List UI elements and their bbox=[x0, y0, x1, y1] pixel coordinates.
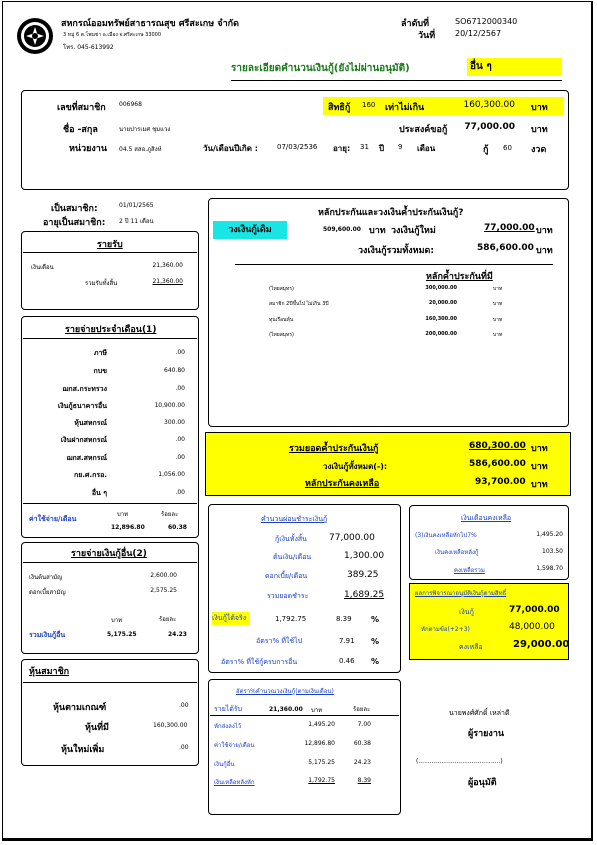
ratio-row-label: เงินกู้อื่น bbox=[214, 761, 235, 768]
balance-title: เงินเดือนคงเหลือ bbox=[461, 514, 512, 522]
expense-total-percent: 60.38 bbox=[168, 524, 187, 531]
cooperative-logo-icon bbox=[15, 16, 55, 56]
approval-title: ผลการพิจารณาอนุมัติเงินกู้ตามสิทธิ์ bbox=[415, 590, 507, 597]
other-total-label: รวมเงินกู้อื่น bbox=[29, 631, 66, 639]
ratio-row-value: 1,495.20 bbox=[308, 721, 335, 728]
ratio-row-percent: 24.23 bbox=[353, 759, 371, 766]
not-exceed-label: เท่าไม่เกิน bbox=[385, 103, 425, 113]
total-loans-label: วงเงินกู้ทั้งหมด(-): bbox=[323, 462, 388, 471]
ratio-row-label: ค่าใช้จ่าย/เดือน bbox=[214, 742, 255, 749]
ratio-baht-col: บาท bbox=[311, 707, 323, 714]
total-limit-label: วงเงินกู้รวมทั้งหมด: bbox=[358, 246, 434, 256]
membership-duration-value: 2 ปี 11 เดือน bbox=[119, 218, 154, 225]
collateral-item-unit: บาท bbox=[493, 332, 503, 338]
approval-deduct-value: 48,000.00 bbox=[509, 622, 555, 632]
org-phone: โทร. 045-613992 bbox=[63, 44, 114, 51]
monthly-expenses-title: รายจ่ายประจำเดือน(1) bbox=[65, 325, 157, 335]
ratio-row-value: 1,792.75 bbox=[308, 777, 335, 784]
salary-value: 21,360.00 bbox=[152, 262, 183, 269]
calc-actual-pct: % bbox=[371, 615, 380, 624]
shares-have-label: หุ้นที่มี bbox=[85, 723, 109, 733]
member-id-label: เลขที่สมาชิก bbox=[57, 103, 106, 113]
ratio-income-value: 21,360.00 bbox=[269, 706, 303, 713]
calc-interest-value: 389.25 bbox=[347, 570, 379, 580]
other-loans-divider bbox=[23, 562, 197, 563]
expense-item-label: กย.ศ.กรอ. bbox=[74, 471, 107, 479]
calc-total-label: กู้เงินทั้งสิ้น bbox=[275, 535, 307, 543]
calc-interest-label: ดอกเบี้ย/เดือน bbox=[265, 572, 308, 580]
ratio-row-percent: 8.39 bbox=[357, 777, 371, 784]
member-unit-label: หน่วยงาน bbox=[69, 144, 108, 154]
approval-deduct-label: หักตามข้อ(+2+3) bbox=[421, 626, 470, 633]
age-months: 9 bbox=[398, 143, 403, 151]
ratio-income-label: รายได้รับ bbox=[214, 705, 243, 713]
calc-ratio2-value: 0.46 bbox=[339, 657, 355, 665]
wish-label: ประสงค์ขอกู้ bbox=[399, 125, 448, 135]
right-label: สิทธิกู้ bbox=[328, 103, 351, 113]
new-limit-label: วงเงินกู้ใหม่ bbox=[391, 226, 436, 236]
loan-label: กู้ bbox=[483, 145, 489, 155]
calc-total-value: 77,000.00 bbox=[329, 533, 375, 543]
calc-ratio2-label: อัตรา% ที่ใช้กู้ครบการอื่น bbox=[221, 658, 298, 666]
ratio-row-value: 12,896.80 bbox=[304, 740, 335, 747]
approval-remain-value: 29,000.00 bbox=[513, 639, 570, 650]
member-name-value: นายปารเมศ ชุมแวง bbox=[119, 126, 171, 133]
collateral-title: หลักค้ำประกันที่มี bbox=[426, 272, 493, 282]
shares-have-value: 160,300.00 bbox=[153, 722, 188, 729]
salary-label: เงินเดือน bbox=[31, 264, 54, 271]
org-name: สหกรณ์ออมทรัพย์สาธารณสุข ศรีสะเกษ จำกัด bbox=[61, 19, 239, 29]
old-limit-label: วงเงินกู้เดิม bbox=[213, 221, 287, 239]
total-loans-value: 586,600.00 bbox=[469, 459, 526, 469]
balance-r1-value: 1,495.20 bbox=[536, 531, 563, 538]
expense-total-divider bbox=[23, 503, 197, 504]
collateral-item-unit: บาท bbox=[493, 301, 503, 307]
income-title: รายรับ bbox=[97, 240, 123, 250]
balance-r2-label: เงินคงเหลือหลังกู้ bbox=[435, 549, 479, 556]
remaining-value: 93,700.00 bbox=[475, 477, 526, 487]
expense-item-label: หุ้นสหกรณ์ bbox=[74, 419, 107, 427]
months-label: เดือน bbox=[417, 144, 436, 153]
calc-actual-label: เงินกู้ได้จริง bbox=[212, 612, 250, 625]
interest-value: 2,575.25 bbox=[150, 587, 177, 594]
birth-value: 07/03/2536 bbox=[277, 143, 318, 151]
loan-right-highlight bbox=[323, 97, 564, 115]
expense-item-value: 1,056.00 bbox=[158, 471, 185, 478]
balance-r3-label: คงเหลือรวม bbox=[454, 567, 485, 574]
expense-item-label: เงินกู้ธนาคารอื่น bbox=[57, 402, 107, 410]
seq-value: SO6712000340 bbox=[455, 17, 518, 26]
member-id-value: 006968 bbox=[119, 101, 142, 108]
calc-principal-value: 1,300.00 bbox=[344, 551, 385, 561]
installment-unit: งวด bbox=[531, 145, 547, 155]
installments: 60 bbox=[503, 144, 512, 152]
collateral-item-label: สมาชิก 2ปีขึ้นไป ไม่เกิน 3ปี bbox=[269, 301, 329, 307]
member-unit-value: 04.5 สสอ.ภูสิงห์ bbox=[119, 146, 162, 153]
expense-item-value: .00 bbox=[175, 489, 185, 496]
remaining-label: หลักประกันคงเหลือ bbox=[305, 479, 380, 489]
principal-value: 2,600.00 bbox=[150, 572, 177, 579]
ratio-row-label: หักส่งลงไว้ bbox=[214, 723, 242, 730]
total-loans-baht: บาท bbox=[531, 462, 548, 472]
expense-percent-col: ร้อยละ bbox=[161, 511, 179, 518]
old-limit-baht: บาท bbox=[369, 226, 386, 236]
calc-ratio-value: 7.91 bbox=[339, 637, 355, 645]
approver-blank: (...........................................) bbox=[416, 758, 503, 765]
ratio-row-value: 5,175.25 bbox=[308, 759, 335, 766]
monthly-expenses-divider bbox=[23, 338, 197, 339]
calc-payment-label: รวมยอดชำระ bbox=[267, 592, 309, 600]
calculation-box bbox=[208, 504, 401, 673]
expense-item-label: ฌกส.กระทรวง bbox=[62, 385, 107, 393]
expense-item-value: .00 bbox=[175, 454, 185, 461]
ratio-divider bbox=[210, 715, 399, 716]
total-limit-baht: บาท bbox=[536, 246, 553, 256]
approval-loan-label: เงินกู้ bbox=[459, 608, 474, 616]
calc-ratio-pct: % bbox=[371, 637, 380, 646]
ratio-row-percent: 60.38 bbox=[353, 740, 371, 747]
title-underline bbox=[231, 80, 562, 81]
right-amount: 160,300.00 bbox=[463, 100, 515, 110]
expense-item-value: .00 bbox=[175, 385, 185, 392]
remaining-baht: บาท bbox=[531, 480, 548, 490]
report-page bbox=[2, 1, 593, 841]
shares-new-label: หุ้นใหม่เพิ่ม bbox=[61, 745, 105, 755]
collateral-item-label: (ไทยสมุทร) bbox=[269, 332, 294, 338]
wish-baht: บาท bbox=[531, 125, 548, 135]
shares-title: หุ้นสมาชิก bbox=[29, 667, 70, 677]
other-loans-title: รายจ่ายเงินกู้อื่น(2) bbox=[71, 549, 147, 559]
expense-item-value: .00 bbox=[175, 436, 185, 443]
seq-label: ลำดับที่ bbox=[401, 19, 430, 29]
reporter-name: นายพงศ์ศักดิ์ เหล่าดี bbox=[449, 709, 510, 717]
expense-item-label: อื่น ๆ bbox=[91, 489, 107, 497]
interest-label: ดอกเบี้ยสามัญ bbox=[29, 589, 66, 596]
expense-item-value: 640.80 bbox=[164, 367, 185, 374]
collateral-item-value: 20,000.00 bbox=[428, 300, 457, 306]
shares-new-value: .00 bbox=[179, 744, 189, 751]
calc-actual-value: 1,792.75 bbox=[275, 615, 307, 623]
ratio-row-percent: 7.00 bbox=[357, 721, 371, 728]
new-limit-value: 77,000.00 bbox=[484, 223, 535, 233]
calc-payment-value: 1,689.25 bbox=[344, 590, 385, 600]
age-years: 31 bbox=[360, 143, 369, 151]
collateral-item-unit: บาท bbox=[493, 317, 503, 323]
date-value: 20/12/2567 bbox=[455, 29, 502, 38]
right-baht: บาท bbox=[531, 103, 548, 113]
ratio-title: อัตรา%คำนวณวงเงินกู้(ตามเงินเดือน) bbox=[236, 688, 334, 695]
membership-duration-label: อายุเป็นสมาชิก: bbox=[43, 218, 106, 228]
collateral-item-label: (ไทยสมุทร) bbox=[269, 286, 294, 292]
total-guarantee-value: 680,300.00 bbox=[469, 441, 526, 451]
balance-r3-value: 1,598.70 bbox=[536, 565, 563, 572]
collateral-item-value: 200,000.00 bbox=[425, 331, 457, 337]
collateral-item-unit: บาท bbox=[493, 286, 503, 292]
balance-r1-label: (3)เงินคงเหลือหักไป7% bbox=[415, 532, 477, 539]
expense-item-label: เงินฝากสหกรณ์ bbox=[60, 436, 107, 444]
ratio-percent-col: ร้อยละ bbox=[353, 706, 371, 713]
total-guarantee-baht: บาท bbox=[531, 444, 548, 454]
wish-amount: 77,000.00 bbox=[464, 122, 515, 132]
shares-collect-label: หุ้นตามเกณฑ์ bbox=[53, 703, 107, 713]
age-label: อายุ: bbox=[333, 144, 351, 153]
reporter-role: ผู้รายงาน bbox=[468, 729, 505, 739]
expense-item-value: 300.00 bbox=[164, 419, 185, 426]
total-limit-value: 586,600.00 bbox=[477, 243, 534, 253]
loan-type-badge: อื่น ๆ bbox=[467, 58, 562, 76]
other-total-percent: 24.23 bbox=[168, 631, 187, 638]
principal-label: เงินต้นสามัญ bbox=[29, 574, 63, 581]
shares-collect-value: .00 bbox=[179, 702, 189, 709]
calc-ratio-label: อัตรา% ที่ใช้ไป bbox=[256, 637, 303, 645]
expense-baht-col: บาท bbox=[117, 511, 129, 518]
guarantee-title: หลักประกันและวงเงินค้ำประกันเงินกู้? bbox=[318, 208, 464, 218]
membership-since-label: เป็นสมาชิก: bbox=[51, 204, 98, 214]
per-month-label: ค่าใช้จ่าย/เดือน bbox=[29, 515, 77, 523]
expense-total-amount: 12,896.80 bbox=[111, 524, 145, 531]
collateral-item-label: ทุนเรือนหุ้น bbox=[269, 317, 294, 323]
old-limit-value: 509,600.00 bbox=[323, 226, 361, 233]
approval-remain-label: คงเหลือ bbox=[459, 643, 483, 651]
ratio-row-label: เงินเหลือหลังหัก bbox=[214, 779, 255, 786]
right-times: 160 bbox=[362, 101, 376, 109]
membership-since-value: 01/01/2565 bbox=[119, 202, 154, 209]
collateral-item-value: 160,300.00 bbox=[425, 316, 457, 322]
expense-item-value: .00 bbox=[175, 349, 185, 356]
calc-actual-percent: 8.39 bbox=[336, 615, 352, 623]
member-name-label: ชื่อ -สกุล bbox=[63, 125, 98, 135]
expense-item-label: ฌกส.สหกรณ์ bbox=[66, 454, 107, 462]
income-total-label: รวมรับทั้งสิ้น bbox=[85, 280, 118, 287]
birth-label: วัน/เดือนปีเกิด : bbox=[203, 144, 258, 153]
org-address: 3 หมู่ 6 ต.โพนข่า อ.เมือง จ.ศรีสะเกษ 33000 bbox=[63, 32, 162, 38]
total-guarantee-label: รวมยอดค้ำประกันเงินกู้ bbox=[289, 444, 379, 454]
other-total-amount: 5,175.25 bbox=[107, 631, 137, 638]
calc-principal-label: ต้นเงิน/เดือน bbox=[273, 553, 312, 561]
income-total-value: 21,360.00 bbox=[152, 278, 183, 285]
new-limit-baht: บาท bbox=[536, 226, 553, 236]
date-label: วันที่ bbox=[418, 31, 436, 41]
approval-loan-value: 77,000.00 bbox=[509, 605, 560, 615]
report-title: รายละเอียดคำนวนเงินกู้(ยังไม่ผ่านอนุมัติ) bbox=[231, 63, 410, 74]
other-percent-col: ร้อยละ bbox=[159, 616, 177, 623]
expense-item-label: กบข bbox=[93, 367, 107, 375]
expense-item-value: 10,900.00 bbox=[154, 402, 185, 409]
collateral-item-value: 300,000.00 bbox=[425, 285, 457, 291]
expense-item-label: ภาษี bbox=[93, 349, 107, 357]
years-label: ปี bbox=[379, 144, 385, 153]
shares-divider bbox=[23, 682, 197, 683]
income-divider bbox=[23, 252, 197, 253]
calc-title: คำนวนผ่อนชำระเงินกู้ bbox=[261, 515, 328, 523]
balance-r2-value: 103.50 bbox=[542, 548, 563, 555]
approver-role: ผู้อนุมัติ bbox=[468, 778, 497, 788]
other-baht-col: บาท bbox=[111, 617, 123, 624]
calc-ratio2-pct: % bbox=[371, 657, 380, 666]
guarantee-divider bbox=[235, 264, 553, 265]
